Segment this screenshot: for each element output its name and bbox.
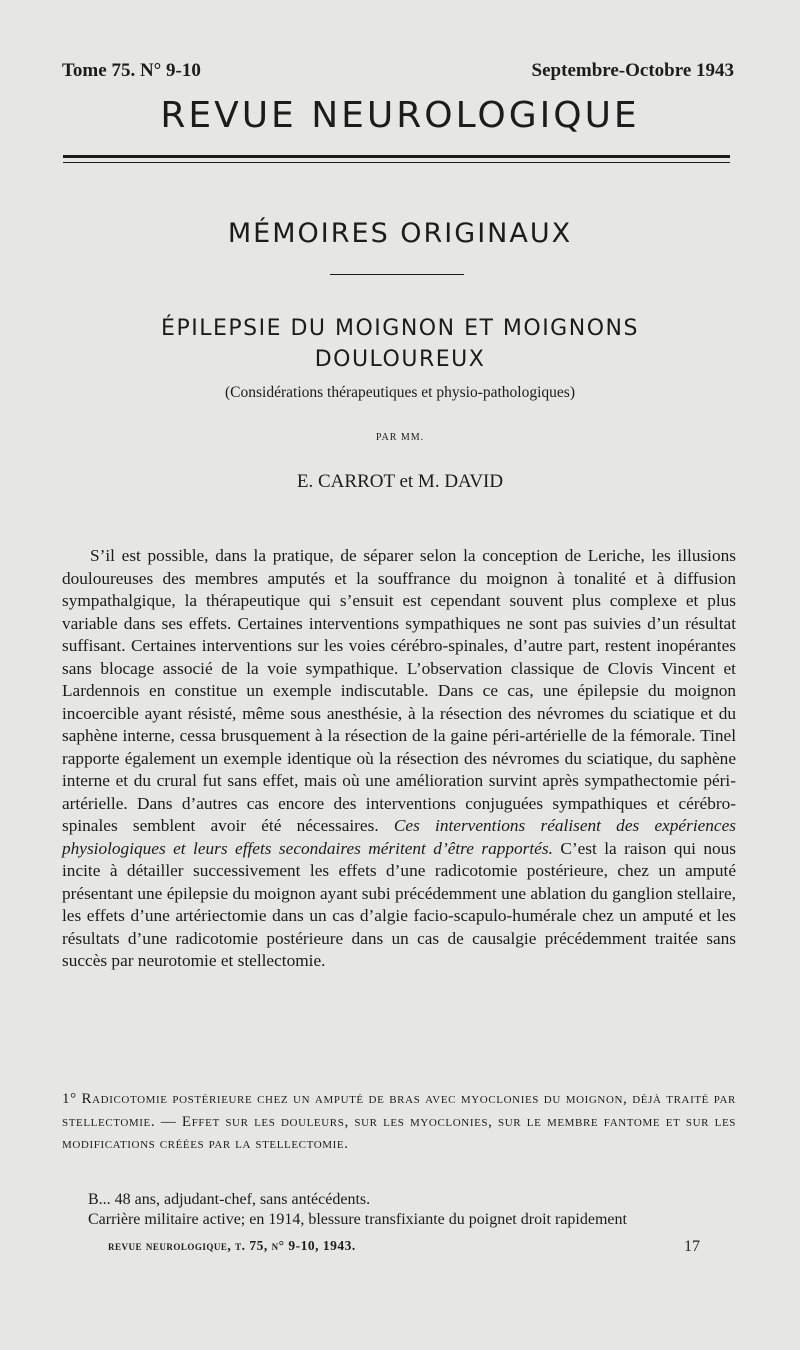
header-rule-thin (63, 162, 730, 163)
case-line-1: B... 48 ans, adjudant-chef, sans antécédents. (88, 1191, 371, 1208)
page-number: 17 (684, 1238, 700, 1255)
subsection-heading (62, 1088, 736, 1156)
journal-title: REVUE NEUROLOGIQUE (160, 95, 640, 136)
body-paragraph-italic: Ces interventions réalisent des expériences physiologiques et leurs effets secondaires méritent d’être rapportés. (62, 816, 736, 858)
issue-date: Septembre-Octobre 1943 (531, 60, 734, 81)
issue-volume: Tome 75. N° 9-10 (62, 60, 201, 81)
masthead (62, 60, 734, 86)
page-footer (108, 1238, 700, 1258)
body-paragraph (62, 545, 736, 973)
footer-citation: revue neurologique, t. 75, n° 9-10, 1943. (108, 1238, 356, 1253)
case-line-2: Carrière militaire active; en 1914, blessure transfixiante du poignet droit rapidement (88, 1211, 627, 1228)
article-authors: E. CARROT et M. DAVID (296, 471, 504, 492)
subsection-number: 1° (62, 1091, 77, 1107)
section-divider (330, 274, 464, 275)
section-title: MÉMOIRES ORIGINAUX (227, 218, 573, 249)
header-rule-thick (63, 155, 730, 158)
article-title-line-2: DOULOUREUX (314, 347, 486, 372)
by-label: PAR MM. (375, 432, 425, 443)
article-subtitle: (Considérations thérapeutiques et physio-pathologiques) (225, 384, 575, 401)
article-title-line-1: ÉPILEPSIE DU MOIGNON ET MOIGNONS (161, 316, 639, 341)
article-title (0, 313, 800, 375)
body-paragraph-roman: S’il est possible, dans la pratique, de séparer selon la conception de Leriche, les illusions douloureuses des membres amputés et la souffrance du moignon à tonalité et à diffusion sympathalgique, la thérapeutique qui s’ensuit est cependant souvent plus complexe et plus variable dans ses effets. Certaines interventions sympathiques ne sont pas suivies d’un résultat suffisant. Certaines interventions sur les voies cérébro-spinales, d’autre part, restent inopérantes sans blocage associé de la voie sympathique. L’observation classique de Clovis Vincent et Lardennois en constitue un exemple indiscutable. Dans ce cas, une épilepsie du moignon incoercible ayant résisté, même sous anesthésie, à la résection des névromes du sciatique et du saphène interne, cessa brusquement à la résection de la gaine péri-artérielle de la fémorale. Tinel rapporte également un exemple identique où la résection des névromes du sciatique, du saphène interne et du crural fut sans effet, mais où une amélioration survint après sympathectomie péri-artérielle. Dans d’autres cas encore des interventions conjuguées sympathiques et cérébro-spinales semblent avoir été nécessaires. (62, 546, 736, 835)
subsection-heading-text: Radicotomie postérieure chez un amputé de bras avec myoclonies du moignon, déjà traité par stellectomie. — Effet sur les douleurs, sur les myoclonies, sur le membre fantome et sur les modifications créées par la stellectomie. (62, 1091, 736, 1152)
body-text (62, 545, 736, 973)
body-paragraph-rest: C’est la raison qui nous incite à détailler successivement les effets d’une radicotomie postérieure, chez un amputé présentant une épilepsie du moignon ayant subi précédemment une ablation du ganglion stellaire, les effets d’une artériectomie dans un cas d’algie facio-scapulo-humérale chez un amputé et les résultats d’une radicotomie postérieure dans un cas de causalgie précédemment traitée sans succès par neurotomie et stellectomie. (62, 838, 736, 970)
case-report (88, 1190, 740, 1230)
